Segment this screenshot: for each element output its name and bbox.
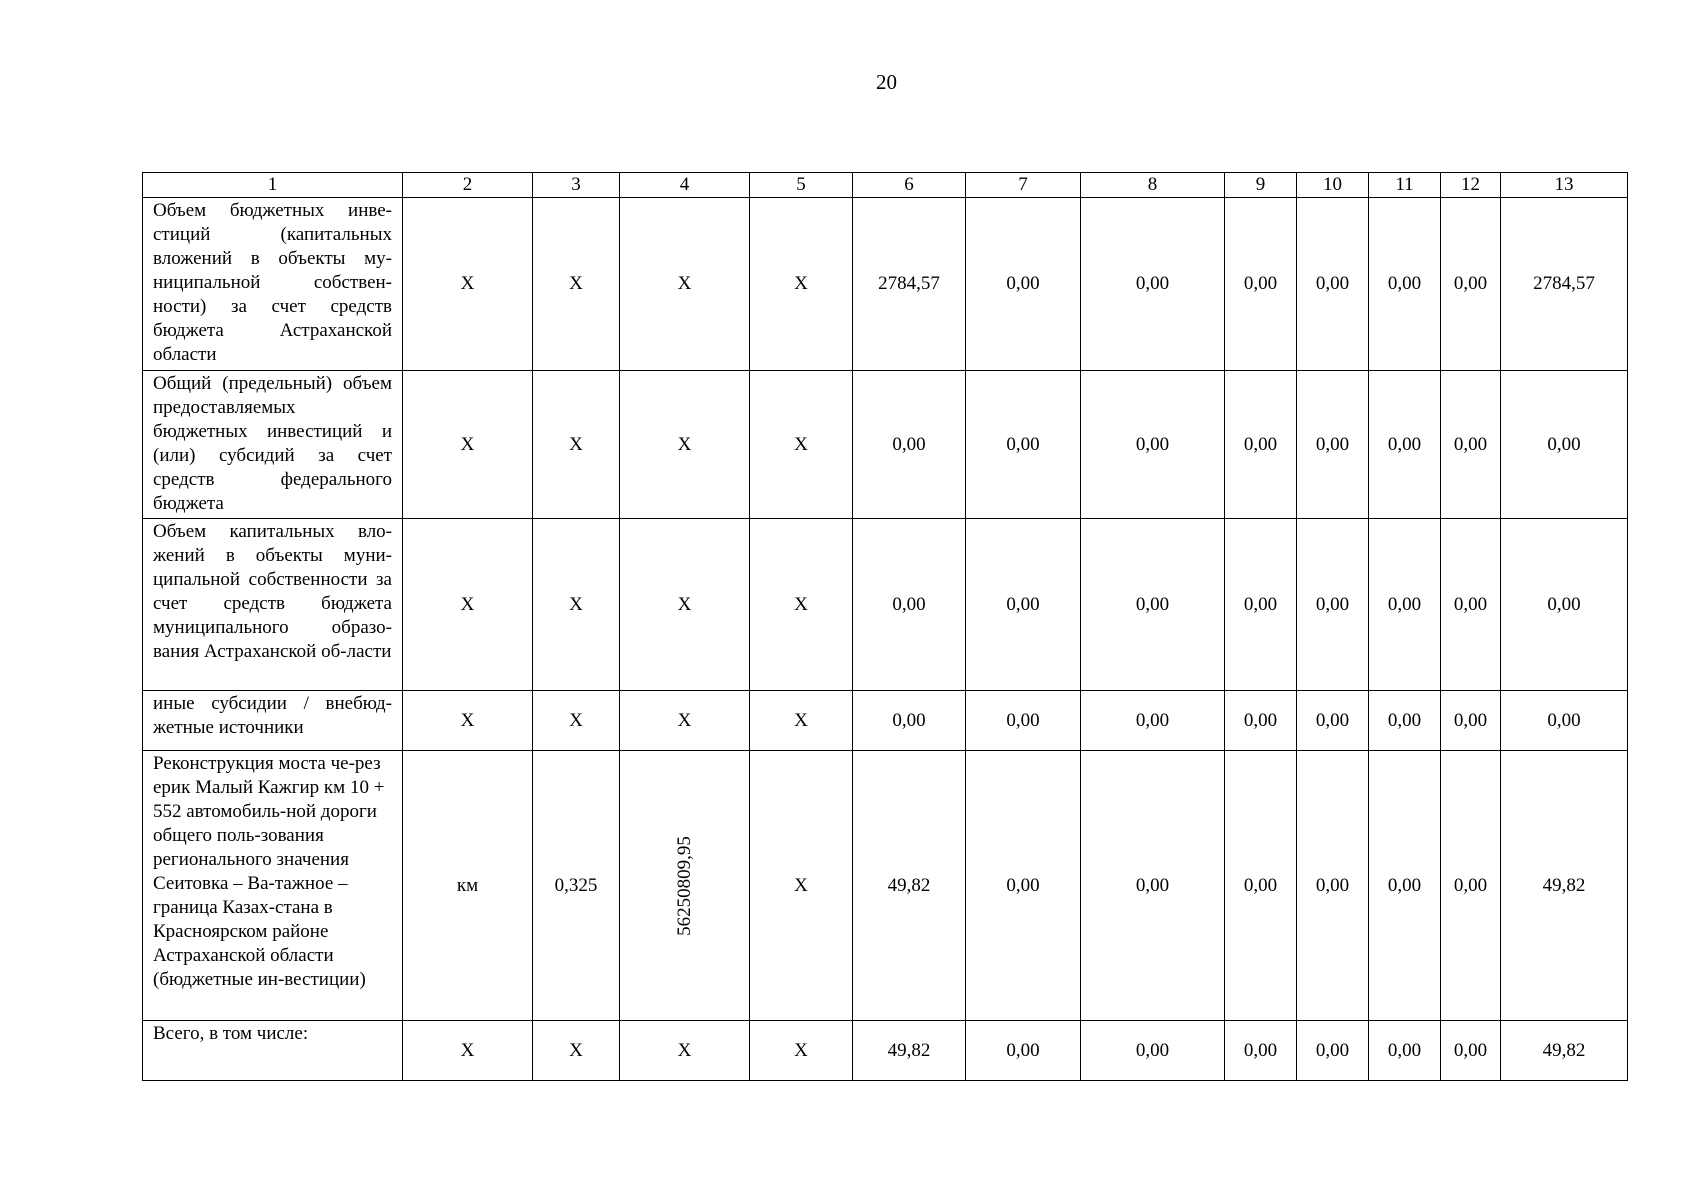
table-header-row [143, 173, 1628, 198]
row-label: иные субсидии / внебюд-жетные источники [143, 691, 403, 751]
header-cell: 9 [1225, 173, 1297, 198]
header-cell: 1 [143, 173, 403, 198]
header-cell: 7 [966, 173, 1081, 198]
table-cell: 0,00 [1441, 691, 1501, 751]
table-row [143, 519, 1628, 691]
table-cell: 0,00 [1441, 519, 1501, 691]
table-cell: 0,00 [1369, 371, 1441, 519]
header-cell: 13 [1501, 173, 1628, 198]
table-cell-rotated [620, 751, 750, 1021]
table-cell: X [403, 519, 533, 691]
table-cell: 0,00 [1225, 371, 1297, 519]
table-cell: 49,82 [853, 1021, 966, 1081]
table-cell: X [533, 371, 620, 519]
table-cell: 0,00 [1501, 691, 1628, 751]
table-cell: 0,00 [1441, 198, 1501, 371]
table-cell: 0,00 [1081, 751, 1225, 1021]
table-row [143, 691, 1628, 751]
table-cell: 0,325 [533, 751, 620, 1021]
table-cell: 0,00 [1225, 751, 1297, 1021]
table-cell: 0,00 [1081, 1021, 1225, 1081]
table-cell: X [533, 198, 620, 371]
table-cell: 0,00 [1225, 1021, 1297, 1081]
table-cell: 2784,57 [853, 198, 966, 371]
table-cell: 0,00 [1369, 691, 1441, 751]
table-cell: X [620, 1021, 750, 1081]
table-cell: 0,00 [1501, 371, 1628, 519]
table-cell: 0,00 [1297, 198, 1369, 371]
row-label: Реконструкция моста че-рез ерик Малый Кажгир км 10 + 552 автомобиль-ной дороги общего поль-зования регионального значения Сеитовка – Ва-тажное – граница Казах-стана в Красноярском районе Астраханской области (бюджетные ин-вестиции) [143, 751, 403, 1021]
table-row [143, 198, 1628, 371]
header-cell: 5 [750, 173, 853, 198]
table-cell: 0,00 [1081, 371, 1225, 519]
table-cell: 0,00 [1225, 519, 1297, 691]
header-cell: 10 [1297, 173, 1369, 198]
table-cell: X [620, 519, 750, 691]
table-row [143, 751, 1628, 1021]
table-cell: 0,00 [853, 371, 966, 519]
header-cell: 2 [403, 173, 533, 198]
table-cell: X [403, 371, 533, 519]
table-cell: 0,00 [1441, 751, 1501, 1021]
table-cell: 2784,57 [1501, 198, 1628, 371]
table-cell: X [750, 519, 853, 691]
table-cell: 0,00 [966, 371, 1081, 519]
table-cell: X [533, 519, 620, 691]
table-cell: X [620, 691, 750, 751]
table-cell: 0,00 [1225, 691, 1297, 751]
table-cell: 0,00 [853, 691, 966, 751]
table-cell: 0,00 [853, 519, 966, 691]
budget-table [142, 172, 1628, 1081]
table-cell: 0,00 [1441, 1021, 1501, 1081]
table-cell: X [403, 1021, 533, 1081]
table-cell: 0,00 [1081, 691, 1225, 751]
table-cell: 0,00 [1081, 198, 1225, 371]
table-cell: 0,00 [966, 751, 1081, 1021]
table-cell: 0,00 [1369, 1021, 1441, 1081]
table-cell: 0,00 [1297, 371, 1369, 519]
table-cell: 0,00 [1501, 519, 1628, 691]
table-cell: X [750, 691, 853, 751]
row-label: Объем бюджетных инве-стиций (капитальных вложений в объекты му-ниципальной собствен-ности) за счет средств бюджета Астраханской области [143, 198, 403, 371]
table-cell: 0,00 [966, 1021, 1081, 1081]
rotated-value: 56250809,95 [673, 835, 695, 936]
header-cell: 12 [1441, 173, 1501, 198]
table-cell: X [750, 371, 853, 519]
header-cell: 3 [533, 173, 620, 198]
table-cell: 0,00 [1369, 198, 1441, 371]
table-cell: 49,82 [853, 751, 966, 1021]
table-row [143, 1021, 1628, 1081]
row-label: Общий (предельный) объем предоставляемых бюджетных инвестиций и (или) субсидий за счет средств федерального бюджета [143, 371, 403, 519]
table-cell: X [750, 1021, 853, 1081]
table-cell: 0,00 [1369, 751, 1441, 1021]
table-cell: 0,00 [1081, 519, 1225, 691]
page-number: 20 [876, 70, 897, 94]
table-cell: 0,00 [1441, 371, 1501, 519]
table-cell: 0,00 [1369, 519, 1441, 691]
table-cell: X [533, 1021, 620, 1081]
table-cell: X [403, 691, 533, 751]
row-label: Объем капитальных вло-жений в объекты муни-ципальной собственности за счет средств бюджета муниципального образо-вания Астраханской об-ласти [143, 519, 403, 691]
header-cell: 11 [1369, 173, 1441, 198]
header-cell: 4 [620, 173, 750, 198]
header-cell: 6 [853, 173, 966, 198]
table-row [143, 371, 1628, 519]
table-cell: X [620, 371, 750, 519]
table-cell: 0,00 [1297, 751, 1369, 1021]
table-cell: 49,82 [1501, 751, 1628, 1021]
table-cell: X [750, 751, 853, 1021]
table-cell: 0,00 [1297, 519, 1369, 691]
table-cell: км [403, 751, 533, 1021]
row-label: Всего, в том числе: [143, 1021, 403, 1081]
table-cell: 0,00 [1297, 691, 1369, 751]
table-cell: X [533, 691, 620, 751]
table-cell: 0,00 [966, 691, 1081, 751]
table-cell: X [403, 198, 533, 371]
table-cell: X [750, 198, 853, 371]
table-cell: 49,82 [1501, 1021, 1628, 1081]
table-cell: 0,00 [1225, 198, 1297, 371]
table-cell: 0,00 [966, 198, 1081, 371]
table-cell: 0,00 [966, 519, 1081, 691]
header-cell: 8 [1081, 173, 1225, 198]
table-cell: 0,00 [1297, 1021, 1369, 1081]
table-cell: X [620, 198, 750, 371]
